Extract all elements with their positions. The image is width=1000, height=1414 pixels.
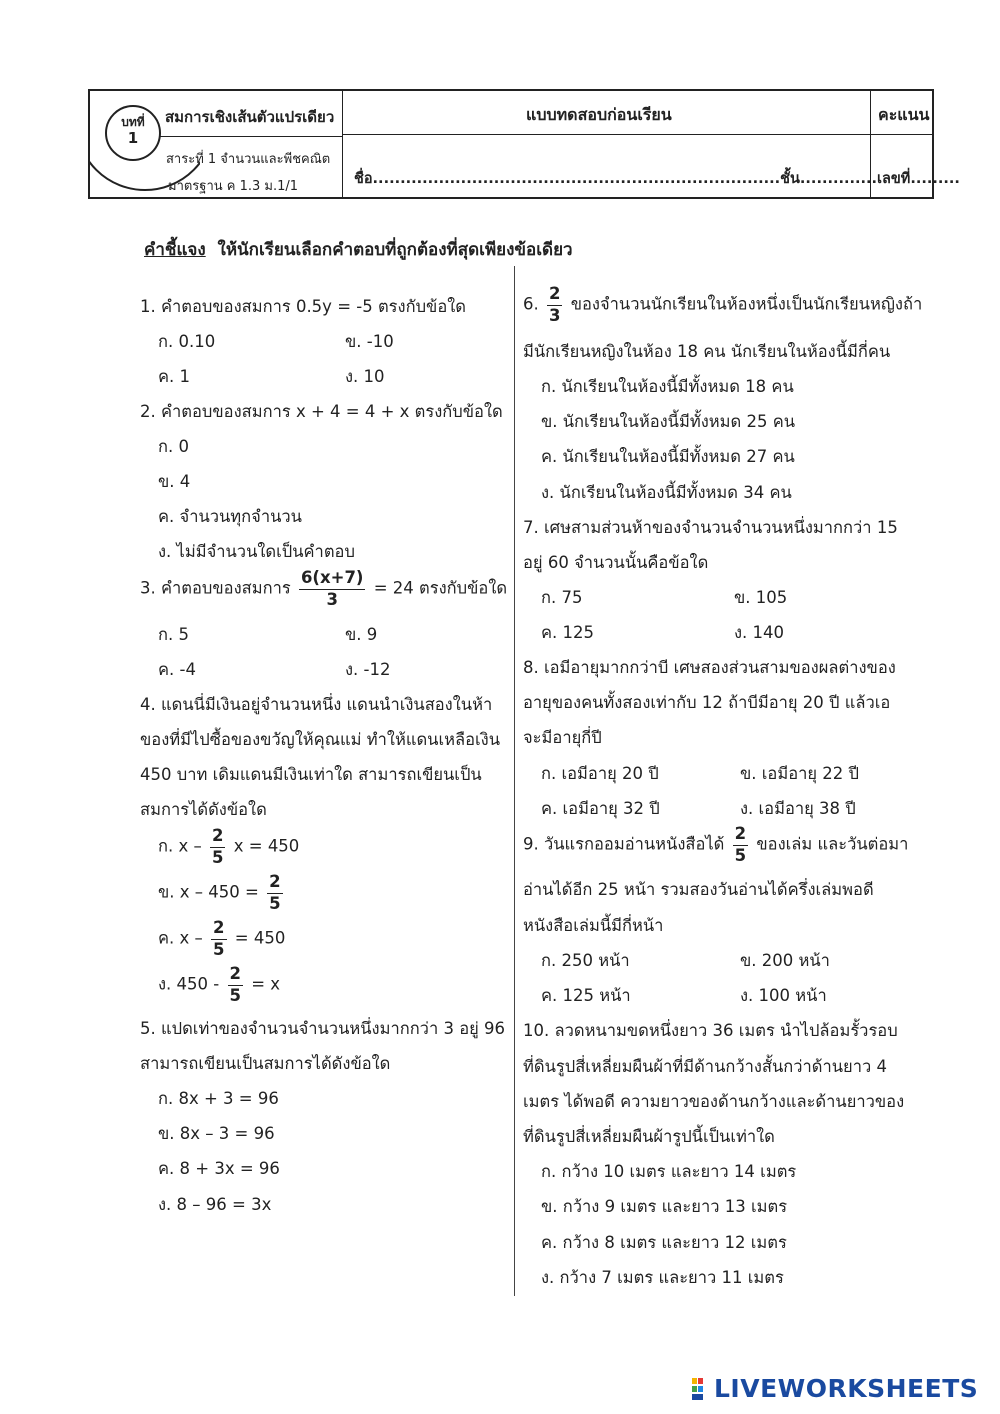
q4-c-frac-den: 5 [213, 939, 225, 959]
q6-frac-den: 3 [549, 305, 561, 325]
q3-stem-pre: 3. คำตอบของสมการ [140, 578, 291, 598]
q4-choice-a[interactable] [158, 828, 299, 866]
q4-choice-d[interactable] [158, 966, 280, 1004]
q6-line1 [523, 286, 922, 324]
q9-frac-num: 2 [733, 826, 748, 846]
score-field[interactable] [874, 139, 932, 195]
q3-stem-post: = 24 ตรงกับข้อใด [373, 578, 508, 598]
topic-title: สมการเชิงเส้นตัวแปรเดียว [165, 108, 335, 126]
q8-line3: จะมีอายุกี่ปี [523, 728, 602, 747]
instruction-text: ให้นักเรียนเลือกคำตอบที่ถูกต้องที่สุดเพียงข้อเดียว [217, 240, 573, 260]
q4-line1: 4. แดนนี่มีเงินอยู่จำนวนหนึ่ง แดนนำเงินสองในห้า [140, 695, 493, 714]
q3-choice-a[interactable]: ก. 5 [158, 625, 189, 644]
name-field[interactable]: ชื่อ..........................................................................ชั้น..............เลขที่......... [354, 171, 960, 187]
q3-choice-d[interactable]: ง. -12 [345, 660, 391, 679]
q7-choice-a[interactable]: ก. 75 [541, 588, 583, 607]
q3-stem [140, 570, 507, 608]
q8-line1: 8. เอมีอายุมากกว่าบี เศษสองส่วนสามของผลต่างของ [523, 658, 896, 677]
q4-c-pre: ค. x – [158, 928, 203, 948]
q1-choice-a[interactable]: ก. 0.10 [158, 332, 216, 351]
q2-choice-d[interactable]: ง. ไม่มีจำนวนใดเป็นคำตอบ [158, 542, 355, 561]
q4-a-post: x = 450 [233, 836, 300, 856]
q4-b-pre: ข. x – 450 = [158, 882, 259, 902]
q5-line1: 5. แปดเท่าของจำนวนจำนวนหนึ่งมากกว่า 3 อยู่ 96 [140, 1019, 506, 1038]
q5-choice-d[interactable]: ง. 8 – 96 = 3x [158, 1195, 272, 1214]
test-title: แบบทดสอบก่อนเรียน [526, 105, 672, 124]
q6-num: 6. [523, 294, 539, 314]
q9-line1-pre: 9. วันแรกออมอ่านหนังสือได้ [523, 834, 725, 854]
q4-a-fraction [210, 828, 225, 866]
q10-choice-a[interactable]: ก. กว้าง 10 เมตร และยาว 14 เมตร [541, 1162, 797, 1181]
score-label: คะแนน [878, 105, 930, 124]
q4-line3: 450 บาท เดิมแดนมีเงินเท่าใด สามารถเขียนเป็น [140, 765, 482, 784]
lesson-badge [105, 105, 161, 161]
q8-choice-d[interactable]: ง. เอมีอายุ 38 ปี [740, 799, 856, 818]
q6-frac-num: 2 [547, 286, 562, 306]
instruction [144, 236, 573, 263]
q9-line3: หนังสือเล่มนี้มีกี่หน้า [523, 916, 664, 935]
q3-choice-b[interactable]: ข. 9 [345, 625, 378, 644]
q10-line2: ที่ดินรูปสี่เหลี่ยมผืนผ้าที่มีด้านกว้างสั้นกว่าด้านยาว 4 [523, 1057, 887, 1076]
lesson-number: 1 [127, 129, 139, 147]
q4-line4: สมการได้ดังข้อใด [140, 800, 267, 819]
q8-line2: อายุของคนทั้งสองเท่ากับ 12 ถ้าบีมีอายุ 20 ปี แล้วเอ [523, 693, 891, 712]
liveworksheets-logo [692, 1374, 978, 1403]
brand-text: LIVEWORKSHEETS [714, 1374, 979, 1403]
q6-choice-d[interactable]: ง. นักเรียนในห้องนี้มีทั้งหมด 34 คน [541, 483, 792, 502]
q7-line1: 7. เศษสามส่วนห้าของจำนวนจำนวนหนึ่งมากกว่า 15 [523, 518, 898, 537]
q4-c-post: = 450 [234, 928, 286, 948]
q4-line2: ของที่มีไปซื้อของขวัญให้คุณแม่ ทำให้แดนเหลือเงิน [140, 730, 500, 749]
column-divider [514, 266, 515, 1296]
q10-line3: เมตร ได้พอดี ความยาวของด้านกว้างและด้านยาวของ [523, 1092, 905, 1111]
q4-d-post: = x [251, 974, 281, 994]
header-box [88, 89, 960, 199]
q9-fraction [733, 826, 748, 864]
q9-line1-post: ของเล่ม และวันต่อมา [756, 834, 909, 854]
q5-choice-b[interactable]: ข. 8x – 3 = 96 [158, 1124, 275, 1143]
q8-choice-b[interactable]: ข. เอมีอายุ 22 ปี [740, 764, 859, 783]
q3-frac-den: 3 [326, 589, 338, 609]
q9-frac-den: 5 [734, 845, 747, 865]
q10-choice-b[interactable]: ข. กว้าง 9 เมตร และยาว 13 เมตร [541, 1197, 788, 1216]
q4-b-fraction [267, 874, 282, 912]
q7-line2: อยู่ 60 จำนวนนั้นคือข้อใด [523, 553, 709, 572]
q4-a-frac-den: 5 [212, 847, 224, 867]
q8-choice-a[interactable]: ก. เอมีอายุ 20 ปี [541, 764, 659, 783]
q3-fraction [299, 570, 366, 608]
q1-choice-d[interactable]: ง. 10 [345, 367, 385, 386]
q6-line1-text: ของจำนวนนักเรียนในห้องหนึ่งเป็นนักเรียนหญิงถ้า [570, 294, 923, 314]
q4-c-fraction [211, 920, 226, 958]
standard-text: มาตรฐาน ค 1.3 ม.1/1 [168, 179, 299, 194]
q2-stem: 2. คำตอบของสมการ x + 4 = 4 + x ตรงกับข้อใด [140, 402, 503, 421]
q9-line1 [523, 826, 908, 864]
q9-line2: อ่านได้อีก 25 หน้า รวมสองวันอ่านได้ครึ่งเล่มพอดี [523, 880, 874, 899]
q3-choice-c[interactable]: ค. -4 [158, 660, 196, 679]
q4-c-frac-num: 2 [211, 920, 226, 940]
q6-choice-a[interactable]: ก. นักเรียนในห้องนี้มีทั้งหมด 18 คน [541, 377, 794, 396]
q6-fraction [547, 286, 562, 324]
q8-choice-c[interactable]: ค. เอมีอายุ 32 ปี [541, 799, 660, 818]
q4-d-frac-num: 2 [228, 966, 243, 986]
q4-d-pre: ง. 450 - [158, 974, 220, 994]
q3-frac-num: 6(x+7) [299, 570, 366, 590]
q4-a-pre: ก. x – [158, 836, 202, 856]
strand-text: สาระที่ 1 จำนวนและพีชคณิต [166, 152, 331, 167]
instruction-label: คำชี้แจง [144, 240, 206, 260]
q10-choice-c[interactable]: ค. กว้าง 8 เมตร และยาว 12 เมตร [541, 1233, 787, 1252]
q2-choice-c[interactable]: ค. จำนวนทุกจำนวน [158, 507, 302, 526]
liveworksheets-icon [692, 1378, 710, 1400]
q10-choice-d[interactable]: ง. กว้าง 7 เมตร และยาว 11 เมตร [541, 1268, 784, 1287]
q1-stem: 1. คำตอบของสมการ 0.5y = -5 ตรงกับข้อใด [140, 297, 467, 316]
q9-choice-d[interactable]: ง. 100 หน้า [740, 986, 827, 1005]
lesson-label: บทที่ [121, 115, 145, 129]
q6-choice-b[interactable]: ข. นักเรียนในห้องนี้มีทั้งหมด 25 คน [541, 412, 796, 431]
q4-choice-c[interactable] [158, 920, 285, 958]
q6-line2: มีนักเรียนหญิงในห้อง 18 คน นักเรียนในห้องนี้มีกี่คน [523, 342, 891, 361]
q4-choice-b[interactable] [158, 874, 286, 912]
q2-choice-b[interactable]: ข. 4 [158, 472, 191, 491]
q7-choice-d[interactable]: ง. 140 [734, 623, 785, 642]
q9-choice-b[interactable]: ข. 200 หน้า [740, 951, 830, 970]
q10-line1: 10. ลวดหนามขดหนึ่งยาว 36 เมตร นำไปล้อมรั้วรอบ [523, 1021, 898, 1040]
q10-line4: ที่ดินรูปสี่เหลี่ยมผืนผ้ารูปนี้เป็นเท่าใด [523, 1127, 775, 1146]
q9-choice-c[interactable]: ค. 125 หน้า [541, 986, 631, 1005]
q4-d-fraction [228, 966, 243, 1004]
q5-choice-c[interactable]: ค. 8 + 3x = 96 [158, 1159, 280, 1178]
q7-choice-b[interactable]: ข. 105 [734, 588, 788, 607]
q4-d-frac-den: 5 [229, 985, 241, 1005]
q5-choice-a[interactable]: ก. 8x + 3 = 96 [158, 1089, 279, 1108]
q4-b-frac-den: 5 [269, 893, 281, 913]
q6-choice-c[interactable]: ค. นักเรียนในห้องนี้มีทั้งหมด 27 คน [541, 447, 795, 466]
q4-a-frac-num: 2 [210, 828, 225, 848]
q2-choice-a[interactable]: ก. 0 [158, 437, 189, 456]
q7-choice-c[interactable]: ค. 125 [541, 623, 595, 642]
q4-b-frac-num: 2 [267, 874, 282, 894]
q9-choice-a[interactable]: ก. 250 หน้า [541, 951, 630, 970]
q1-choice-b[interactable]: ข. -10 [345, 332, 394, 351]
q1-choice-c[interactable]: ค. 1 [158, 367, 191, 386]
q5-line2: สามารถเขียนเป็นสมการได้ดังข้อใด [140, 1054, 391, 1073]
